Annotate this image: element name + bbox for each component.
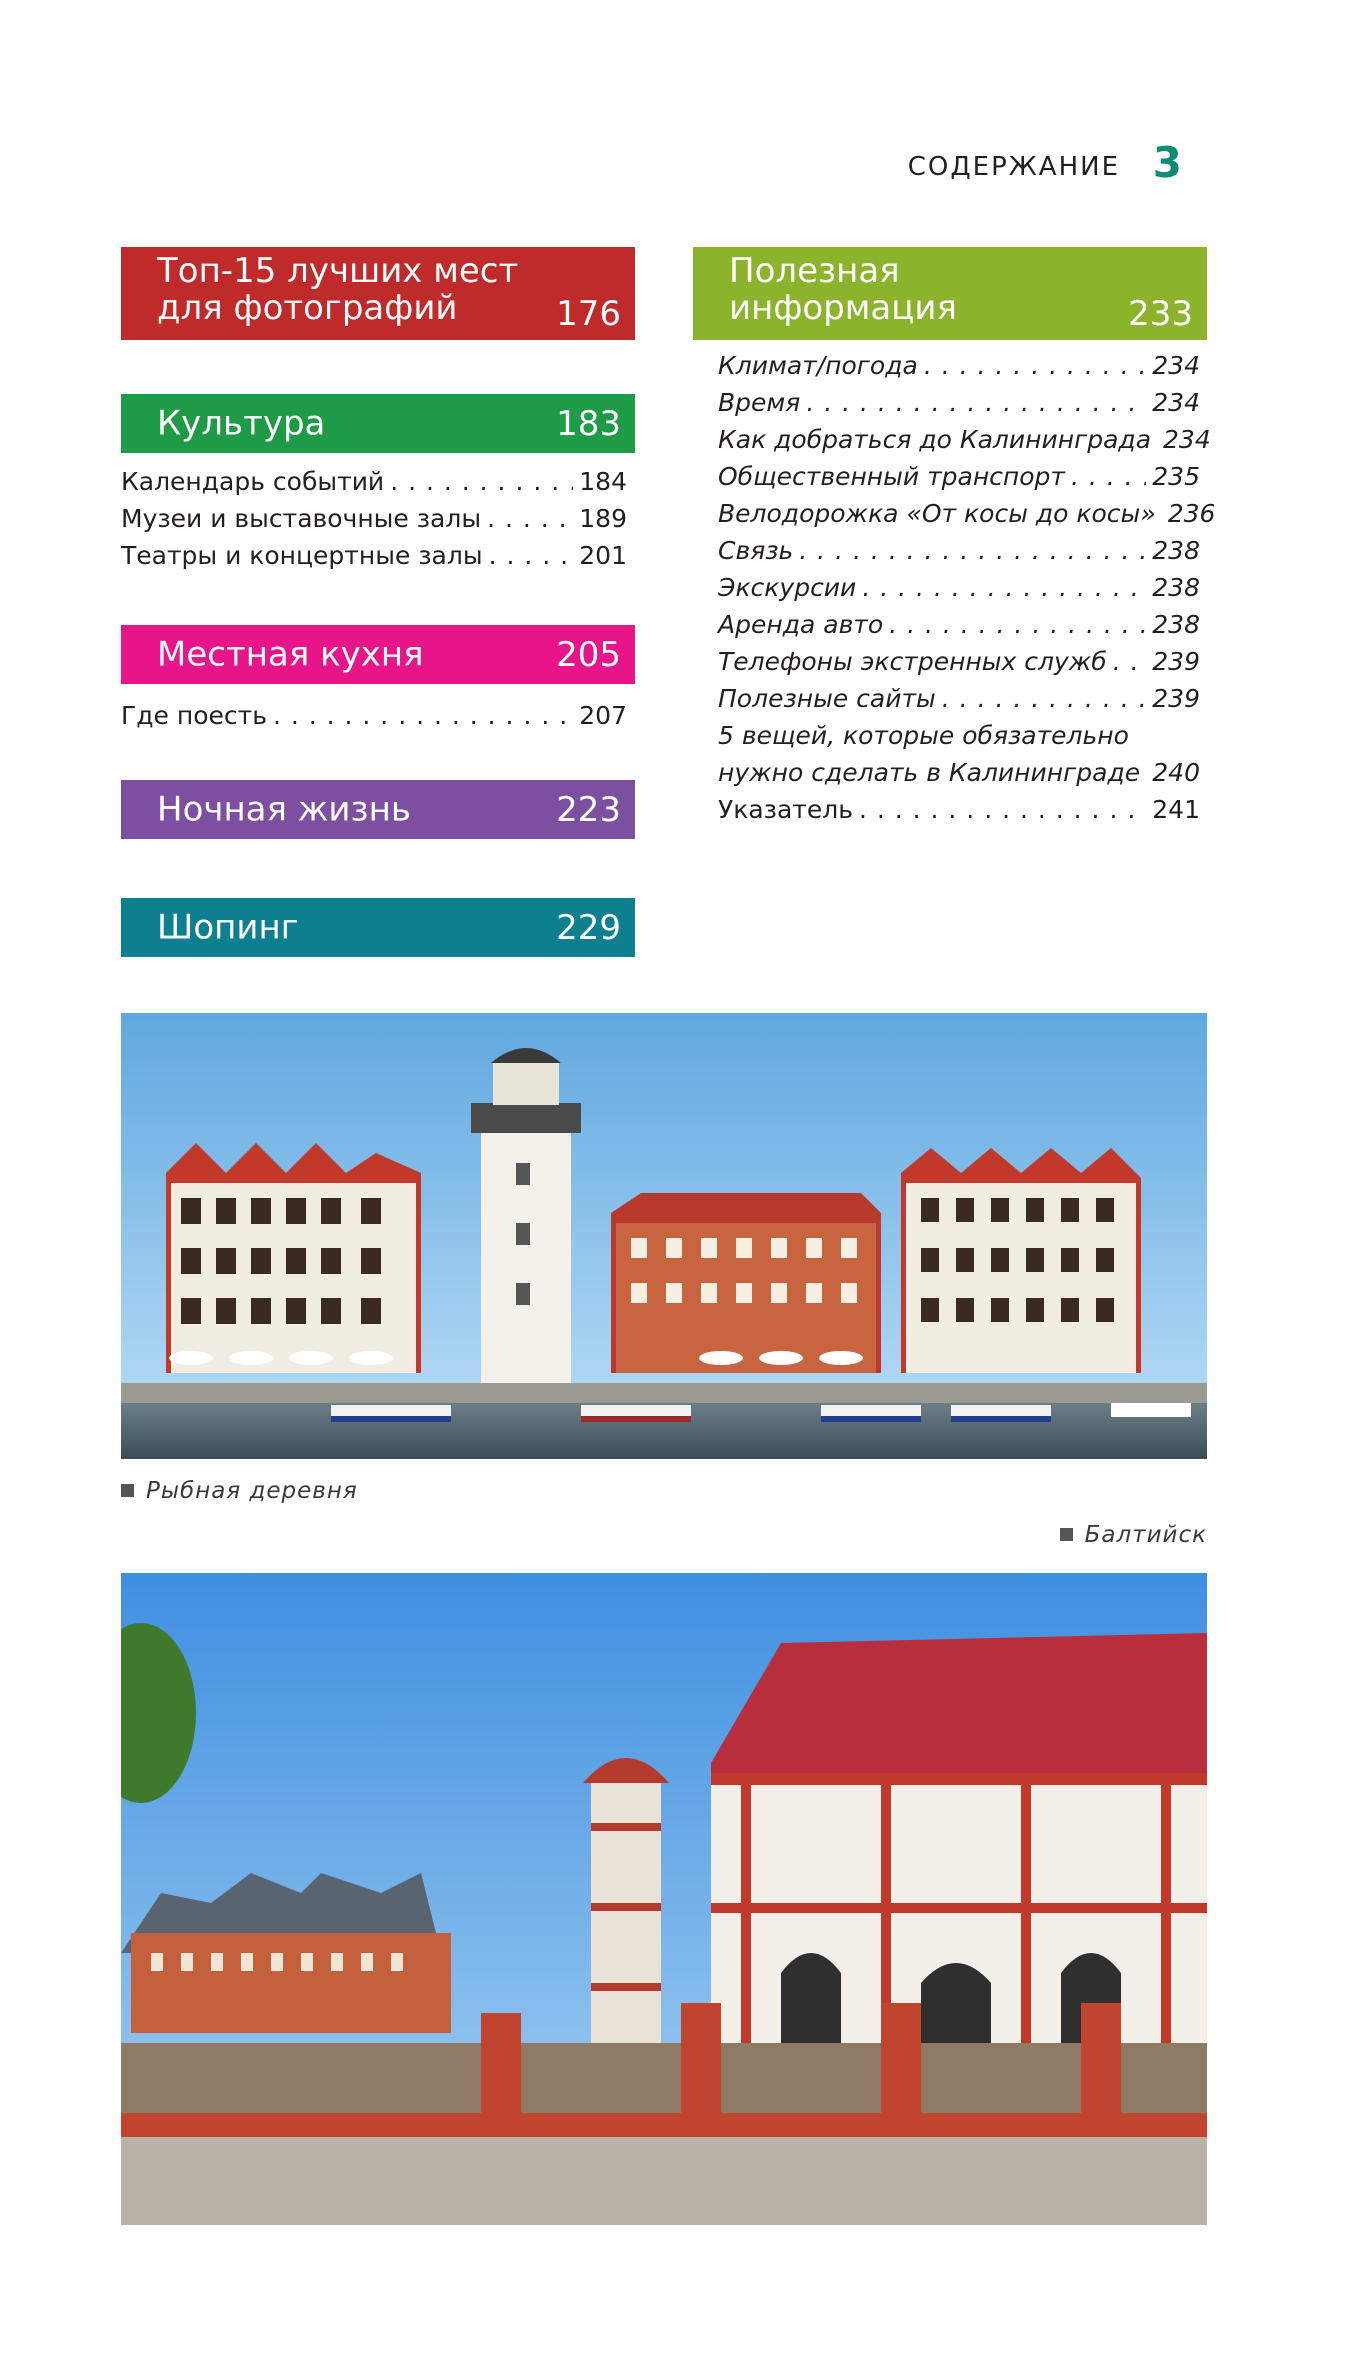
photo-fishing-village-illustration (121, 1013, 1207, 1459)
section-page: 205 (556, 634, 621, 675)
section-bar-local-cuisine[interactable] (121, 625, 635, 684)
toc-entry[interactable]: Телефоны экстренных служб . . . 239 (718, 643, 1200, 680)
toc-entry[interactable]: Климат/погода . . . 234 (718, 347, 1200, 384)
toc-entry[interactable]: Время . . . 234 (718, 384, 1200, 421)
toc-entry[interactable]: Где поесть . . . 207 (121, 697, 627, 734)
section-bar-culture[interactable] (121, 394, 635, 453)
toc-entry[interactable]: 5 вещей, которые обязательно нужно сделать в Калининграде . . . 240 (718, 717, 1200, 791)
toc-entry-index[interactable]: Указатель . . . 241 (718, 791, 1200, 828)
photo-baltiysk-illustration (121, 1573, 1207, 2225)
page-header (880, 140, 1182, 200)
section-label: Местная кухня (157, 634, 424, 674)
toc-entry[interactable]: Аренда авто . . . 238 (718, 606, 1200, 643)
toc-entry[interactable]: Велодорожка «От косы до косы» 236 (718, 499, 1216, 528)
section-page: 229 (556, 907, 621, 948)
toc-entry[interactable]: Полезные сайты . . . 239 (718, 680, 1200, 717)
section-label: Топ-15 лучших мест для фотографий (157, 251, 519, 328)
section-label: Ночная жизнь (157, 789, 411, 829)
caption-square-icon (1060, 1528, 1073, 1541)
section-label: Шопинг (157, 907, 299, 947)
section-label: Полезная информация (729, 251, 957, 328)
photo-fishing-village-caption: Рыбная деревня (121, 1478, 358, 1504)
section-page: 183 (556, 403, 621, 444)
toc-entry[interactable]: Календарь событий . . . 184 (121, 463, 627, 500)
toc-entry[interactable]: Связь . . . 238 (718, 532, 1200, 569)
section-label: Культура (157, 403, 326, 443)
caption-square-icon (121, 1484, 134, 1497)
toc-entry[interactable]: Общественный транспорт . . . 235 (718, 458, 1200, 495)
photo-baltiysk-caption: Балтийск (1060, 1522, 1207, 1548)
toc-entry[interactable]: Театры и концертные залы . . . 201 (121, 537, 627, 574)
photo-fishing-village (121, 1013, 1207, 1459)
photo-baltiysk (121, 1573, 1207, 2225)
section-page: 223 (556, 789, 621, 830)
page-number: 3 (1152, 138, 1182, 187)
section-bar-shopping[interactable] (121, 898, 635, 957)
section-page: 233 (1128, 294, 1193, 334)
section-bar-nightlife[interactable] (121, 780, 635, 839)
page-title: СОДЕРЖАНИЕ (907, 152, 1120, 182)
toc-entry[interactable]: Как добраться до Калининграда 234 (718, 425, 1211, 454)
toc-culture-list (121, 463, 627, 574)
toc-entry[interactable]: Музеи и выставочные залы . . . 189 (121, 500, 627, 537)
section-bar-photo-places[interactable] (121, 247, 635, 340)
toc-useful-info-list (718, 347, 1216, 828)
toc-entry[interactable]: Экскурсии . . . 238 (718, 569, 1200, 606)
section-page: 176 (556, 294, 621, 334)
toc-cuisine-list (121, 697, 627, 734)
section-bar-useful-info[interactable] (693, 247, 1207, 340)
